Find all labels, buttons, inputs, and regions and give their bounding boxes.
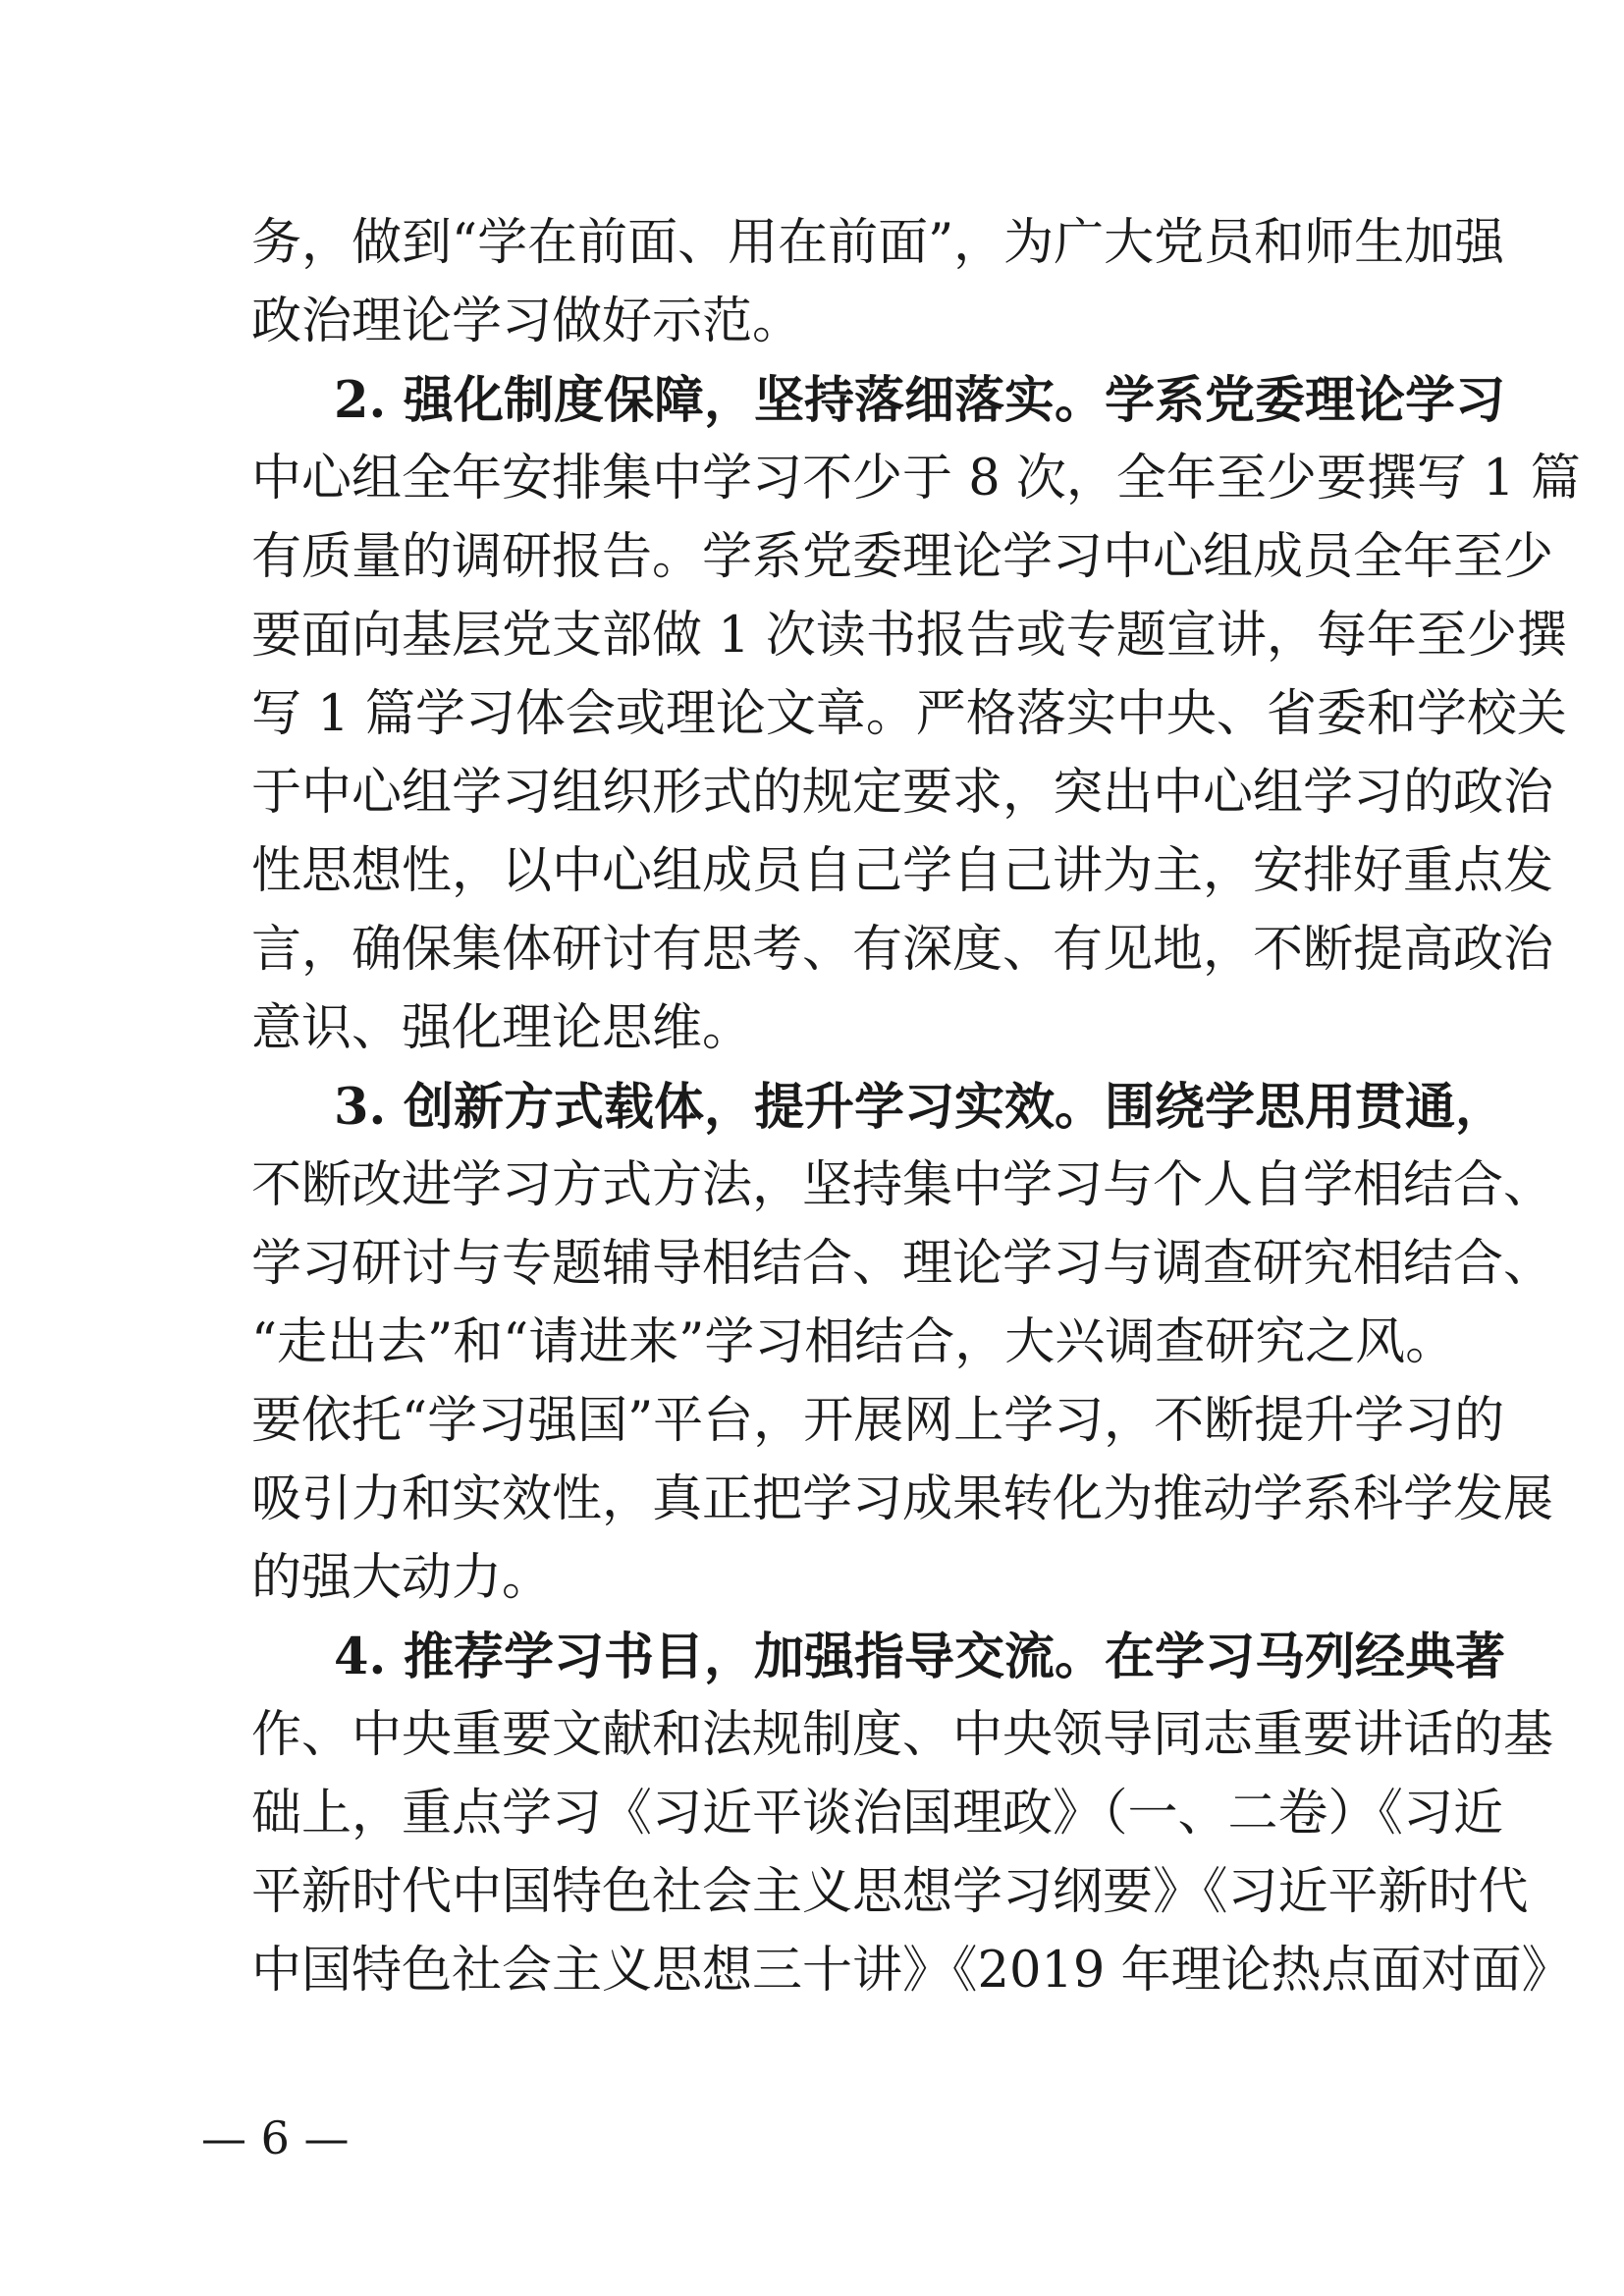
- paragraph-line: 务，做到“学在前面、用在前面”，为广大党员和师生加强: [251, 214, 1505, 272]
- paragraph-line: 中国特色社会主义思想三十讲》《2019 年理论热点面对面》: [251, 1942, 1572, 2000]
- paragraph-line: 要面向基层党支部做 1 次读书报告或专题宣讲，每年至少撰: [251, 607, 1567, 665]
- paragraph-line: 作、中央重要文献和法规制度、中央领导同志重要讲话的基: [251, 1706, 1554, 1764]
- section-heading-line: 3. 创新方式载体，提升学习实效。围绕学思用贯通，: [334, 1078, 1505, 1137]
- paragraph-line: 于中心组学习组织形式的规定要求，突出中心组学习的政治: [251, 764, 1554, 822]
- page-number: — 6 —: [201, 2111, 350, 2164]
- paragraph-line: 意识、强化理论思维。: [251, 999, 753, 1057]
- paragraph-line: 吸引力和实效性，真正把学习成果转化为推动学系科学发展: [251, 1470, 1554, 1528]
- paragraph-line: 有质量的调研报告。学系党委理论学习中心组成员全年至少: [251, 528, 1554, 586]
- paragraph-line: 学习研讨与专题辅导相结合、理论学习与调查研究相结合、: [251, 1235, 1554, 1293]
- paragraph-line: “走出去”和“请进来”学习相结合，大兴调查研究之风。: [251, 1313, 1456, 1371]
- paragraph-line: 不断改进学习方式方法，坚持集中学习与个人自学相结合、: [251, 1156, 1554, 1214]
- paragraph-line: 政治理论学习做好示范。: [251, 293, 803, 350]
- paragraph-line: 言，确保集体研讨有思考、有深度、有见地，不断提高政治: [251, 921, 1554, 979]
- paragraph-line: 的强大动力。: [251, 1549, 553, 1607]
- paragraph-line: 中心组全年安排集中学习不少于 8 次，全年至少要撰写 1 篇: [251, 450, 1581, 507]
- paragraph-line: 础上，重点学习《习近平谈治国理政》（一、二卷）《习近: [251, 1785, 1504, 1842]
- paragraph-line: 性思想性，以中心组成员自己学自己讲为主，安排好重点发: [251, 842, 1554, 900]
- paragraph-line: 写 1 篇学习体会或理论文章。严格落实中央、省委和学校关: [251, 685, 1567, 743]
- section-heading-line: 4. 推荐学习书目，加强指导交流。在学习马列经典著: [334, 1628, 1505, 1686]
- section-heading-line: 2. 强化制度保障，坚持落细落实。学系党委理论学习: [334, 371, 1505, 430]
- paragraph-line: 平新时代中国特色社会主义思想学习纲要》《习近平新时代: [251, 1863, 1529, 1921]
- paragraph-line: 要依托“学习强国”平台，开展网上学习，不断提升学习的: [251, 1392, 1505, 1450]
